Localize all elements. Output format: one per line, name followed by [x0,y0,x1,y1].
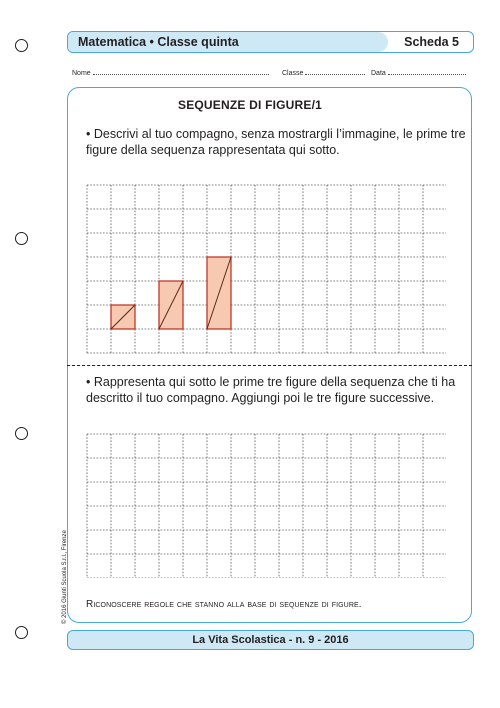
header-bar [67,31,474,53]
name-label: Nome [72,70,91,77]
date-label: Data [371,70,386,77]
worksheet-title: SEQUENZE DI FIGURE/1 [177,98,323,112]
sheet-label: Scheda 5 [404,35,459,49]
date-line [388,68,466,75]
name-field[interactable] [72,68,269,77]
bottom-grid[interactable] [86,433,446,578]
class-label: Classe [282,70,304,77]
learning-objective: Riconoscere regole che stanno alla base di sequenze di figure. [86,599,362,610]
instruction-2: • Rappresenta qui sotto le prime tre figure della sequenza che ti ha descritto il tuo compagno. Aggiungi poi le tre figure successive. [86,375,456,405]
binder-hole-4 [15,626,28,639]
binder-hole-2 [15,232,28,245]
class-line [305,68,365,75]
subject-label: Matematica • Classe quinta [68,32,388,52]
class-field[interactable] [282,68,365,77]
date-field[interactable] [371,68,466,77]
footer-bar: La Vita Scolastica - n. 9 - 2016 [67,630,474,650]
top-grid [86,184,446,354]
instruction-1: • Descrivi al tuo compagno, senza mostrargli l’immagine, le prime tre figure della sequenza rappresentata qui sotto. [86,127,466,157]
binder-hole-3 [15,427,28,440]
section-divider [67,365,472,366]
name-line [93,68,269,75]
copyright-note: © 2016 Giunti Scuola S.r.l., Firenze [62,530,68,624]
binder-hole-1 [15,39,28,52]
